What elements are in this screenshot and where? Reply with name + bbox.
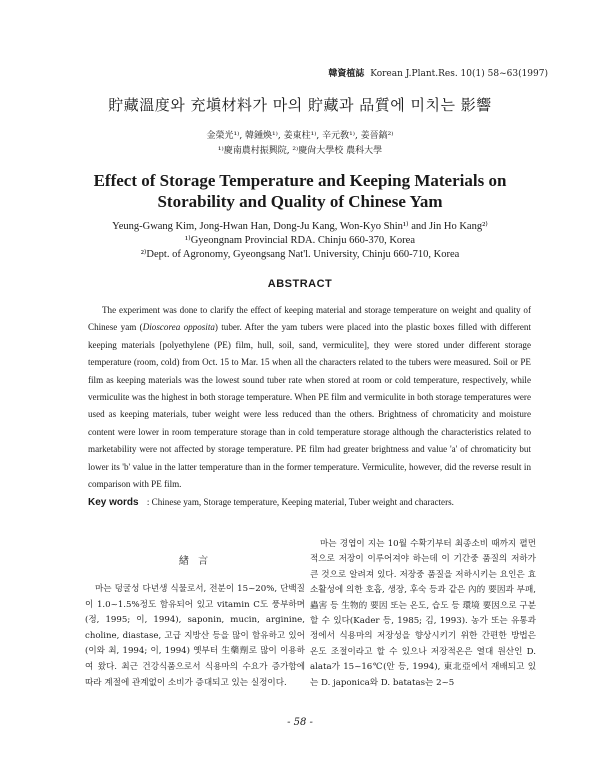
keywords-line xyxy=(88,497,548,508)
affiliation-1: ¹⁾Gyeongnam Provincial RDA. Chinju 660-370, Korea xyxy=(185,235,415,246)
keywords-label: Key words xyxy=(88,497,139,508)
intro-right-column xyxy=(310,537,536,691)
korean-title: 貯藏溫度와 充塡材料가 마의 貯藏과 品質에 미치는 影響 xyxy=(108,96,492,114)
intro-right-paragraph: 마는 경엽이 지는 10월 수확기부터 최종소비 때까지 펼먼적으로 저장이 이루어져야 하는데 이 기간중 품질의 저하가 큰 것으로 알려져 있다. 저장중 품질을 저하시키는 요인은 효소활성에 의한 호흡, 생장, 후숙 등과 같은 內的 要因과 부패, 蟲害 등 生物的 要因 또는 온도, 습도 등 環境 要因으로 구분할 수 있다(Kader 등, 1985; 김, 1993). 농가 또는 유통과정에서 식용마의 저장성을 향상시키기 위한 간편한 방법은 온도 조절이라고 할 수 있으나 저장적온은 열대 원산인 D. alata가 15~16℃(안 등, 1994), 東北亞에서 재배되고 있는 D. japonica와 D. batatas는 2~5 xyxy=(310,539,536,688)
affiliation-2: ²⁾Dept. of Agronomy, Gyeongsang Nat'l. University, Chinju 660-710, Korea xyxy=(140,249,460,260)
korean-affiliations: ¹⁾慶南農村振興院, ²⁾慶尙大學校 農科大學 xyxy=(217,146,383,156)
english-author-block xyxy=(40,220,560,262)
intro-heading: 緖 言 xyxy=(178,556,212,567)
abstract-text-1: The experiment was done to clarify the effect of keeping material and storage temperature on weight and quality of Chinese yam ( xyxy=(88,305,531,333)
journal-korean-name: 韓資植誌 xyxy=(328,69,365,79)
abstract-species: Dioscorea opposita xyxy=(142,322,215,333)
intro-left-column xyxy=(85,582,305,691)
abstract-text-2: ) tuber. After the yam tubers were placed into the plastic boxes filled with different keeping materials [polyethylene (PE) film, hull, soil, sand, vermiculite], they were stored under different storage temperature (room, cold) from Oct. 15 to Mar. 15 when all the characters related to the tubers were measured. Soil or PE film as keeping materials was the lowest sound tuber rate when stored at room or cold temperature, respectively, while vermiculite was the highest in both storage temperature. When PE film and vermiculite in both storage temperatures were used as keeping materials, tuber weight were less reduced than the others. Brightness of chromaticity and moisture content were lower in room temperature storage than in cold temperature storage although the characteristics related to marketability were not affected by storage temperature. PE film had greater brightness and value 'a' of chromaticity but lower its 'b' value in the latter temperature than in the former temperature. Vermiculite, however, did the reverse result in comparison with PE film. xyxy=(88,322,532,490)
abstract-paragraph xyxy=(88,302,531,493)
english-authors: Yeung-Gwang Kim, Jong-Hwan Han, Dong-Ju Kang, Won-Kyo Shin¹⁾ and Jin Ho Kang²⁾ xyxy=(112,221,488,232)
english-title: Effect of Storage Temperature and Keeping Materials on Storability and Quality of Chinese Yam xyxy=(93,171,507,211)
korean-authors: 金榮光¹⁾, 韓鍾煥¹⁾, 姜東柱¹⁾, 辛元敎¹⁾, 姜晉鎬²⁾ xyxy=(206,131,394,141)
abstract-body xyxy=(88,302,531,493)
intro-left-paragraph: 마는 덩굴성 다년생 식물로서, 전분이 15~20%, 단백질이 1.0~1.5%정도 함유되어 있고 vitamin C도 풍부하며(정, 1995; 이, 1994), saponin, mucin, arginine, choline, diastase, 고급 지방산 등을 많이 함유하고 있어(이와 최, 1994; 이, 1994) 옛부터 生藥劑로 많이 이용하여 왔다. 최근 건강식품으로서 식용마의 수요가 증가함에 따라 계절에 관계없이 소비가 증대되고 있는 실정이다. xyxy=(85,584,305,688)
journal-citation: Korean J.Plant.Res. 10(1) 58~63(1997) xyxy=(370,69,548,79)
journal-header xyxy=(328,66,548,79)
page-number: - 58 - xyxy=(287,717,313,728)
abstract-heading: ABSTRACT xyxy=(267,278,333,290)
keywords-text: : Chinese yam, Storage temperature, Keeping material, Tuber weight and characters. xyxy=(146,497,454,507)
